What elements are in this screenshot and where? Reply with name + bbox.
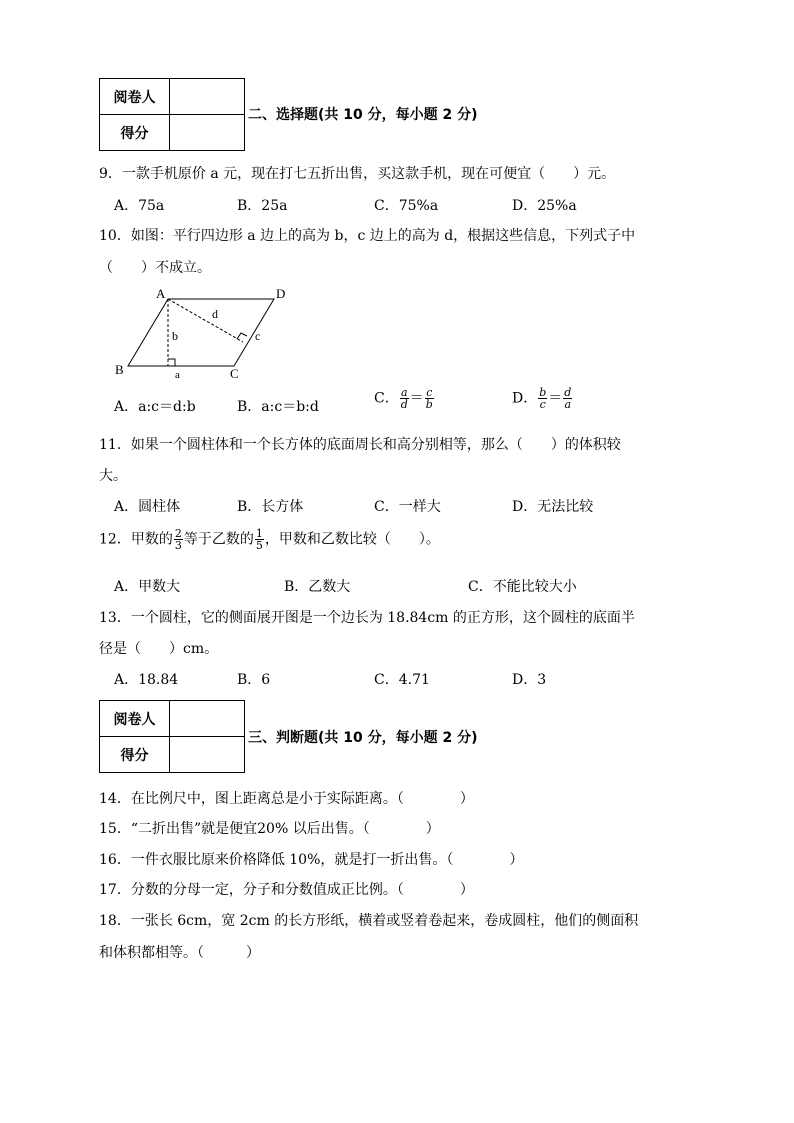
q10-option-c-prefix: C． [374, 390, 399, 407]
section2-grade-table [99, 78, 245, 151]
q11-option-b[interactable]: B．长方体 [237, 499, 304, 515]
grader-field[interactable] [170, 701, 245, 737]
height-d-right-angle [237, 333, 247, 339]
q10-d-frac-left: $\frac{b}{c}$ [539, 386, 547, 411]
vertex-c-label: C [230, 366, 239, 381]
q9-text: 9．一款手机原价 a 元，现在打七五折出售，买这款手机，现在可便宜（ ）元。 [99, 166, 616, 182]
height-b-label: b [172, 329, 178, 343]
q12-frac-one-fifth: $\frac{1}{5}$ [255, 527, 263, 552]
q9-option-a[interactable]: A．75a [114, 198, 165, 214]
q13-option-c[interactable]: C．4.71 [374, 672, 430, 688]
q11-text-line1: 11．如果一个圆柱体和一个长方体的底面周长和高分别相等，那么（ ）的体积较 [99, 437, 621, 453]
q14-text: 14．在比例尺中，图上距离总是小于实际距离。（ ） [99, 791, 474, 807]
q13-option-d[interactable]: D．3 [512, 672, 547, 688]
q10-option-a[interactable]: A．a:c＝d:b [114, 399, 196, 415]
q12-frac-two-thirds: $\frac{2}{3}$ [174, 527, 182, 552]
q12-option-c[interactable]: C．不能比较大小 [468, 579, 577, 595]
q15-text: 15．“二折出售”就是便宜20% 以后出售。（ ） [99, 821, 440, 837]
vertex-b-label: B [115, 362, 124, 377]
q11-option-c[interactable]: C．一样大 [374, 499, 441, 515]
q10-c-frac-left: $\frac{a}{d}$ [400, 386, 408, 411]
q17-text: 17．分数的分母一定，分子和分数值成正比例。（ ） [99, 882, 474, 898]
grader-label: 阅卷人 [100, 79, 170, 115]
q10-option-b[interactable]: B．a:c＝b:d [237, 399, 319, 415]
height-d-label: d [212, 307, 218, 321]
q9-option-c[interactable]: C．75%a [374, 198, 439, 214]
q18-text-line1: 18．一张长 6cm，宽 2cm 的长方形纸，横着或竖着卷起来，卷成圆柱，他们的侧面积 [99, 913, 639, 929]
side-c-label: c [255, 329, 261, 343]
q9-option-d[interactable]: D．25%a [512, 198, 577, 214]
score-label: 得分 [100, 737, 170, 773]
q10-d-frac-right: $\frac{d}{a}$ [564, 386, 572, 411]
q13-option-a[interactable]: A．18.84 [114, 672, 179, 688]
q11-text-line2: 大。 [99, 468, 127, 484]
q10-text-line1: 10．如图：平行四边形 a 边上的高为 b，c 边上的高为 d，根据这些信息，下列式子中 [99, 228, 636, 244]
score-field[interactable] [170, 115, 245, 151]
q13-option-b[interactable]: B．6 [237, 672, 271, 688]
q10-c-frac-right: $\frac{c}{b}$ [425, 386, 433, 411]
q16-text: 16．一件衣服比原来价格降低 10%，就是打一折出售。（ ） [99, 852, 524, 868]
q11-option-d[interactable]: D．无法比较 [512, 499, 594, 515]
parallelogram-shape [128, 299, 274, 366]
section3-grade-table [99, 700, 245, 773]
height-d-line [168, 299, 243, 342]
grader-label: 阅卷人 [100, 701, 170, 737]
section2-title: 二、选择题(共 10 分，每小题 2 分) [248, 107, 478, 123]
vertex-d-label: D [276, 286, 286, 301]
side-a-label: a [175, 369, 180, 381]
q13-text-line2: 径是（ ）cm。 [99, 641, 219, 657]
score-label: 得分 [100, 115, 170, 151]
section3-title: 三、判断题(共 10 分，每小题 2 分) [248, 730, 478, 746]
height-b-right-angle [168, 359, 175, 366]
q12-text: 12．甲数的 $\frac{2}{3}$ 等于乙数的 $\frac{1}{5}$ ，甲数和乙数比较（ ）。 [99, 527, 440, 552]
grader-field[interactable] [170, 79, 245, 115]
q10-option-d-prefix: D． [512, 390, 538, 407]
q13-text-line1: 13．一个圆柱，它的侧面展开图是一个边长为 18.84cm 的正方形，这个圆柱的底面半 [99, 610, 635, 626]
q12-option-a[interactable]: A．甲数大 [114, 579, 181, 595]
q12-option-b[interactable]: B．乙数大 [284, 579, 351, 595]
q11-option-a[interactable]: A．圆柱体 [114, 499, 181, 515]
q10-option-c[interactable]: C． $\frac{a}{d}$ ＝ $\frac{c}{b}$ [374, 386, 433, 411]
q10-text-line2: （ ）不成立。 [99, 260, 211, 276]
score-field[interactable] [170, 737, 245, 773]
parallelogram-figure [110, 282, 300, 382]
q10-option-d[interactable]: D． $\frac{b}{c}$ ＝ $\frac{d}{a}$ [512, 386, 572, 411]
vertex-a-label: A [156, 286, 166, 301]
q18-text-line2: 和体积都相等。（ ） [99, 945, 260, 961]
q9-option-b[interactable]: B．25a [237, 198, 288, 214]
